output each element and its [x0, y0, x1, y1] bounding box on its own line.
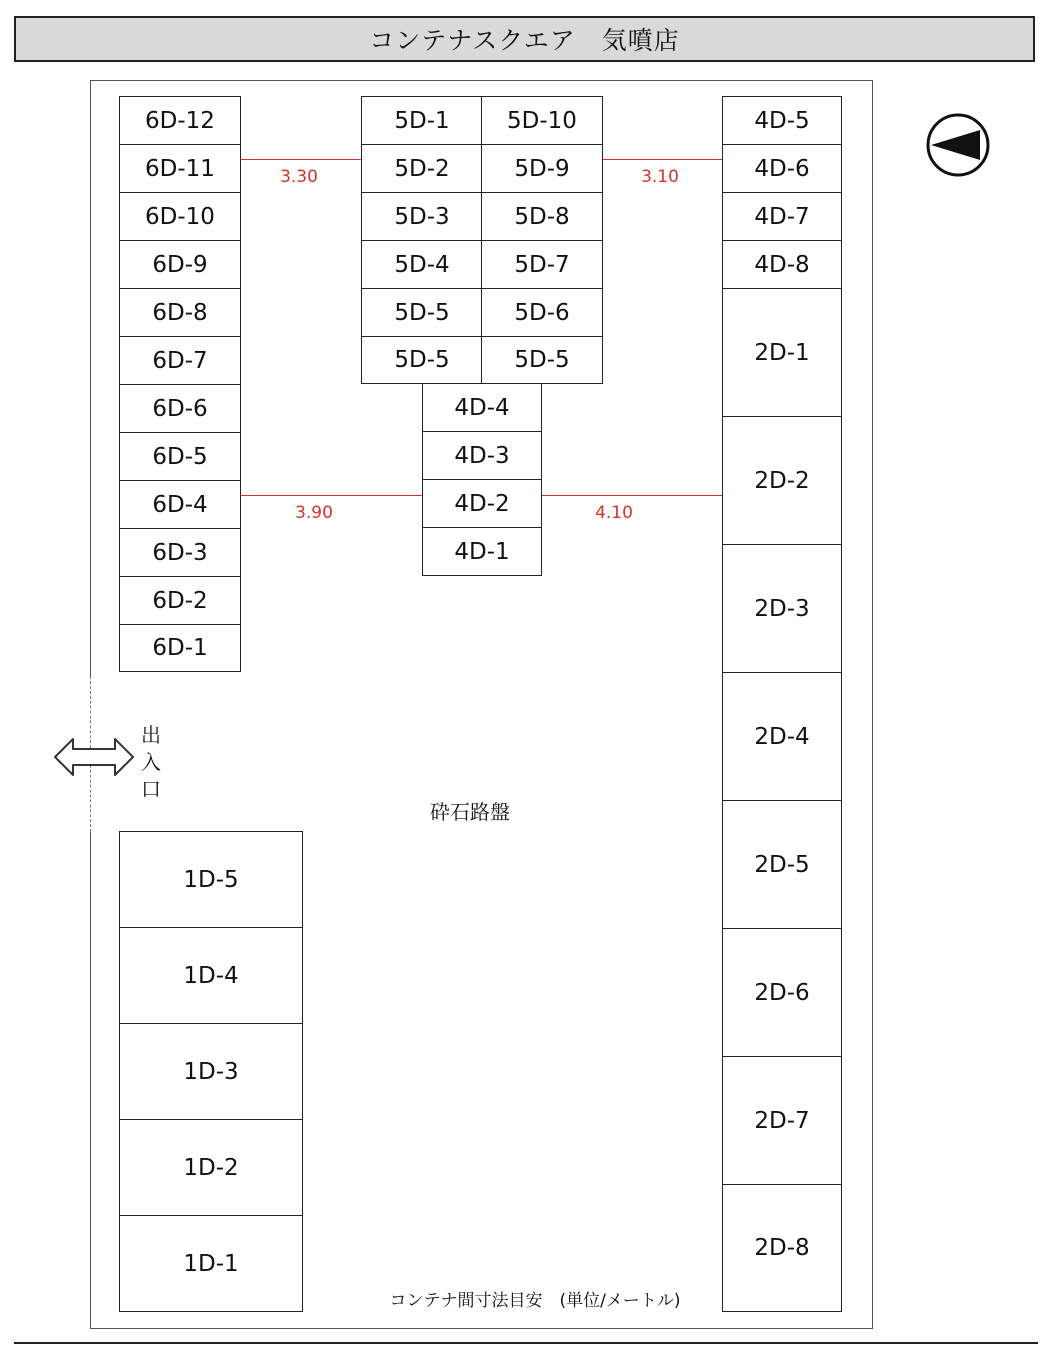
dimension-label-4d-2d: 4.10: [595, 503, 633, 523]
unit-4d-5[interactable]: 4D-5: [722, 96, 842, 145]
unit-4d-4[interactable]: 4D-4: [422, 383, 542, 432]
unit-2d-3[interactable]: 2D-3: [722, 544, 842, 673]
dimension-unit-note: コンテナ間寸法目安 (単位/メートル): [389, 1291, 681, 1311]
unit-1d-3[interactable]: 1D-3: [119, 1023, 303, 1120]
unit-6d-1[interactable]: 6D-1: [119, 624, 241, 672]
unit-6d-8[interactable]: 6D-8: [119, 288, 241, 337]
entrance-char: 出: [141, 723, 161, 747]
dimension-label-5d-4d: 3.10: [641, 167, 679, 187]
entrance-char: 入: [141, 750, 161, 774]
unit-6d-6[interactable]: 6D-6: [119, 384, 241, 433]
bottom-rule: [14, 1342, 1038, 1344]
unit-2d-7[interactable]: 2D-7: [722, 1056, 842, 1185]
entrance-char: 口: [141, 777, 161, 801]
dimension-line-6d-5d: [241, 159, 361, 160]
unit-4d-7[interactable]: 4D-7: [722, 192, 842, 241]
unit-6d-5[interactable]: 6D-5: [119, 432, 241, 481]
unit-2d-6[interactable]: 2D-6: [722, 928, 842, 1057]
dimension-line-6d-4d: [241, 495, 422, 496]
unit-5d-8[interactable]: 5D-8: [481, 192, 603, 241]
unit-2d-1[interactable]: 2D-1: [722, 288, 842, 417]
unit-5d-2[interactable]: 5D-2: [361, 144, 483, 193]
unit-2d-8[interactable]: 2D-8: [722, 1184, 842, 1312]
north-arrow-icon: [925, 112, 991, 178]
unit-1d-5[interactable]: 1D-5: [119, 831, 303, 928]
unit-5d-5c[interactable]: 5D-5: [481, 336, 603, 384]
unit-6d-11[interactable]: 6D-11: [119, 144, 241, 193]
dimension-label-6d-4d: 3.90: [295, 503, 333, 523]
unit-5d-5b[interactable]: 5D-5: [361, 336, 483, 384]
unit-4d-1[interactable]: 4D-1: [422, 527, 542, 576]
unit-1d-1[interactable]: 1D-1: [119, 1215, 303, 1312]
unit-2d-5[interactable]: 2D-5: [722, 800, 842, 929]
unit-6d-10[interactable]: 6D-10: [119, 192, 241, 241]
unit-2d-4[interactable]: 2D-4: [722, 672, 842, 801]
unit-5d-4[interactable]: 5D-4: [361, 240, 483, 289]
unit-6d-7[interactable]: 6D-7: [119, 336, 241, 385]
unit-5d-6[interactable]: 5D-6: [481, 288, 603, 337]
dimension-line-4d-2d: [542, 495, 722, 496]
dimension-line-5d-4d: [603, 159, 722, 160]
unit-6d-9[interactable]: 6D-9: [119, 240, 241, 289]
unit-6d-2[interactable]: 6D-2: [119, 576, 241, 625]
unit-6d-4[interactable]: 6D-4: [119, 480, 241, 529]
unit-6d-12[interactable]: 6D-12: [119, 96, 241, 145]
unit-4d-8[interactable]: 4D-8: [722, 240, 842, 289]
ground-surface-label: 砕石路盤: [430, 800, 510, 824]
unit-4d-6[interactable]: 4D-6: [722, 144, 842, 193]
unit-5d-10[interactable]: 5D-10: [481, 96, 603, 145]
unit-1d-4[interactable]: 1D-4: [119, 927, 303, 1024]
unit-1d-2[interactable]: 1D-2: [119, 1119, 303, 1216]
unit-4d-3[interactable]: 4D-3: [422, 431, 542, 480]
unit-2d-2[interactable]: 2D-2: [722, 416, 842, 545]
double-arrow-icon: [53, 735, 135, 779]
unit-5d-7[interactable]: 5D-7: [481, 240, 603, 289]
unit-5d-1[interactable]: 5D-1: [361, 96, 483, 145]
unit-5d-5a[interactable]: 5D-5: [361, 288, 483, 337]
dimension-label-6d-5d: 3.30: [280, 167, 318, 187]
entrance-label: [139, 722, 163, 803]
unit-4d-2[interactable]: 4D-2: [422, 479, 542, 528]
page-title: コンテナスクエア 気噴店: [14, 16, 1035, 62]
unit-6d-3[interactable]: 6D-3: [119, 528, 241, 577]
unit-5d-3[interactable]: 5D-3: [361, 192, 483, 241]
unit-5d-9[interactable]: 5D-9: [481, 144, 603, 193]
